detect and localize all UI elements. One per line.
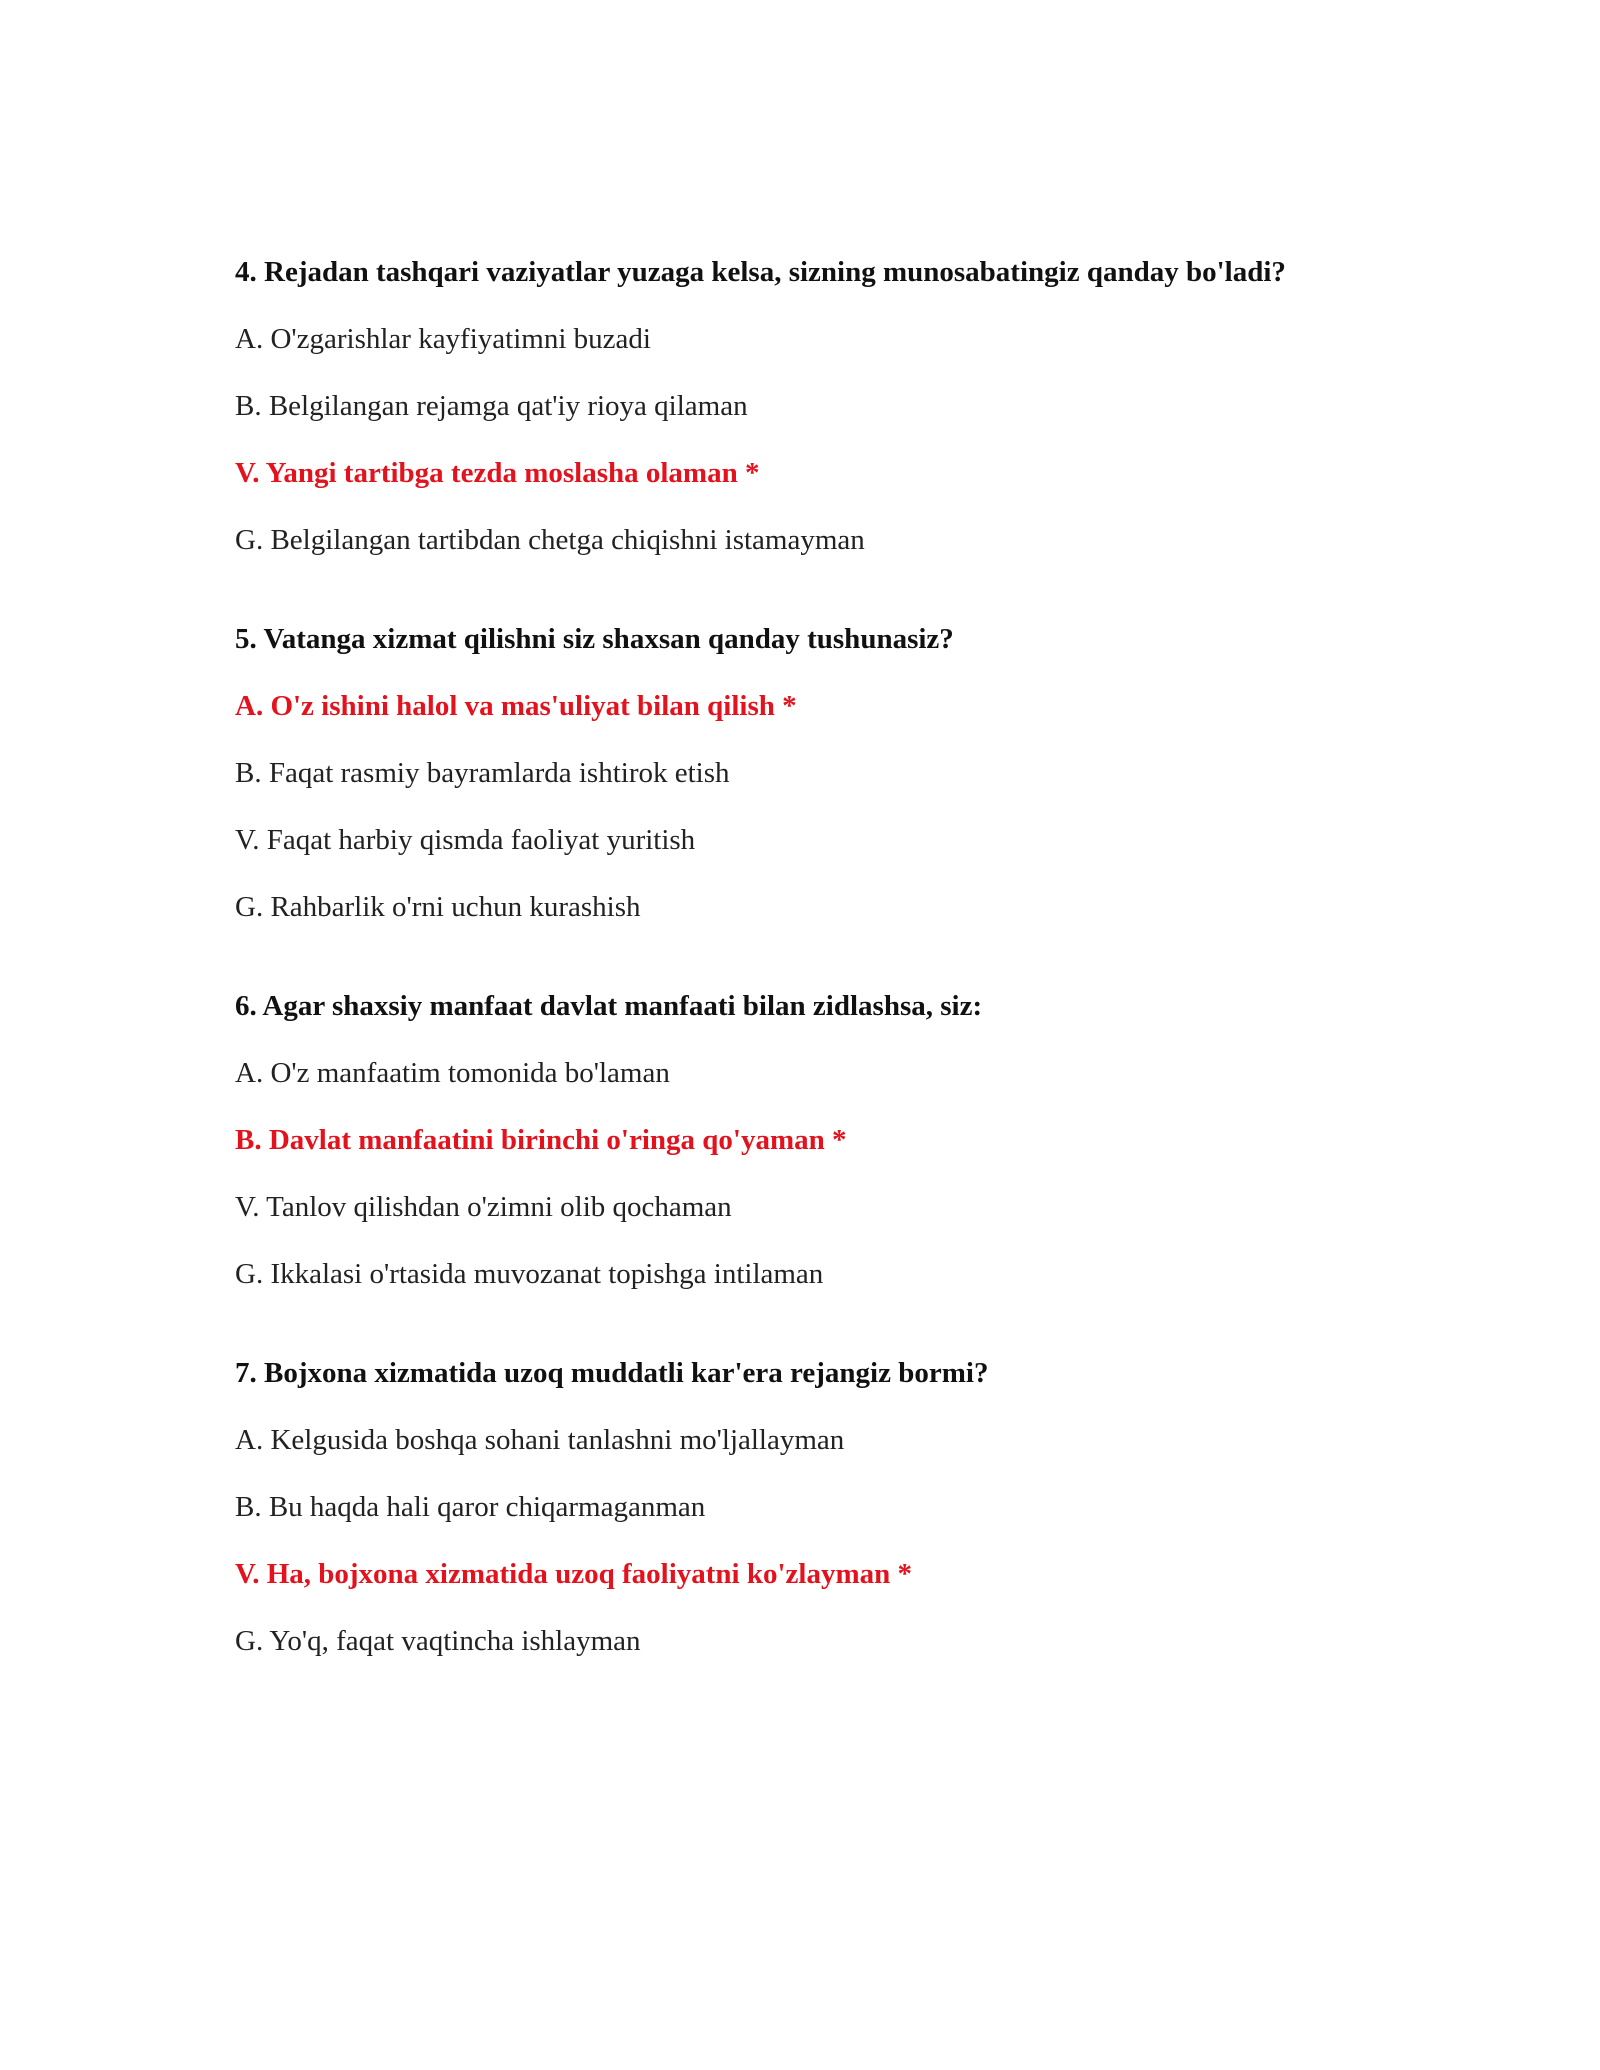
- option-g: G. Belgilangan tartibdan chetga chiqishni istamayman: [235, 524, 865, 556]
- option-v: V. Tanlov qilishdan o'zimni olib qochaman: [235, 1191, 732, 1223]
- option-g: G. Yo'q, faqat vaqtincha ishlayman: [235, 1625, 641, 1657]
- option-a: A. O'zgarishlar kayfiyatimni buzadi: [235, 323, 651, 355]
- question-block-5: [235, 619, 1365, 928]
- option-b: B. Bu haqda hali qaror chiqarmaganman: [235, 1491, 706, 1523]
- question-text: 7. Bojxona xizmatida uzoq muddatli kar'era rejangiz bormi?: [235, 1357, 989, 1389]
- question-text: 6. Agar shaxsiy manfaat davlat manfaati bilan zidlashsa, siz:: [235, 990, 983, 1022]
- option-a: A. O'z manfaatim tomonida bo'laman: [235, 1057, 670, 1089]
- quiz-page: [235, 252, 1365, 1720]
- option-v: V. Faqat harbiy qismda faoliyat yuritish: [235, 824, 696, 856]
- option-g: G. Ikkalasi o'rtasida muvozanat topishga intilaman: [235, 1258, 824, 1290]
- option-b: B. Faqat rasmiy bayramlarda ishtirok etish: [235, 757, 730, 789]
- option-v-correct: V. Ha, bojxona xizmatida uzoq faoliyatni ko'zlayman *: [235, 1558, 912, 1590]
- option-b: B. Belgilangan rejamga qat'iy rioya qilaman: [235, 390, 748, 422]
- question-text: 5. Vatanga xizmat qilishni siz shaxsan qanday tushunasiz?: [235, 623, 954, 655]
- question-block-6: [235, 986, 1365, 1295]
- question-text: 4. Rejadan tashqari vaziyatlar yuzaga kelsa, sizning munosabatingiz qanday bo'ladi?: [235, 256, 1286, 288]
- option-a: A. Kelgusida boshqa sohani tanlashni mo'ljallayman: [235, 1424, 845, 1456]
- option-a-correct: A. O'z ishini halol va mas'uliyat bilan qilish *: [235, 690, 797, 722]
- option-b-correct: B. Davlat manfaatini birinchi o'ringa qo'yaman *: [235, 1124, 847, 1156]
- option-v-correct: V. Yangi tartibga tezda moslasha olaman *: [235, 457, 760, 489]
- question-block-4: [235, 252, 1365, 561]
- option-g: G. Rahbarlik o'rni uchun kurashish: [235, 891, 641, 923]
- question-block-7: [235, 1353, 1365, 1662]
